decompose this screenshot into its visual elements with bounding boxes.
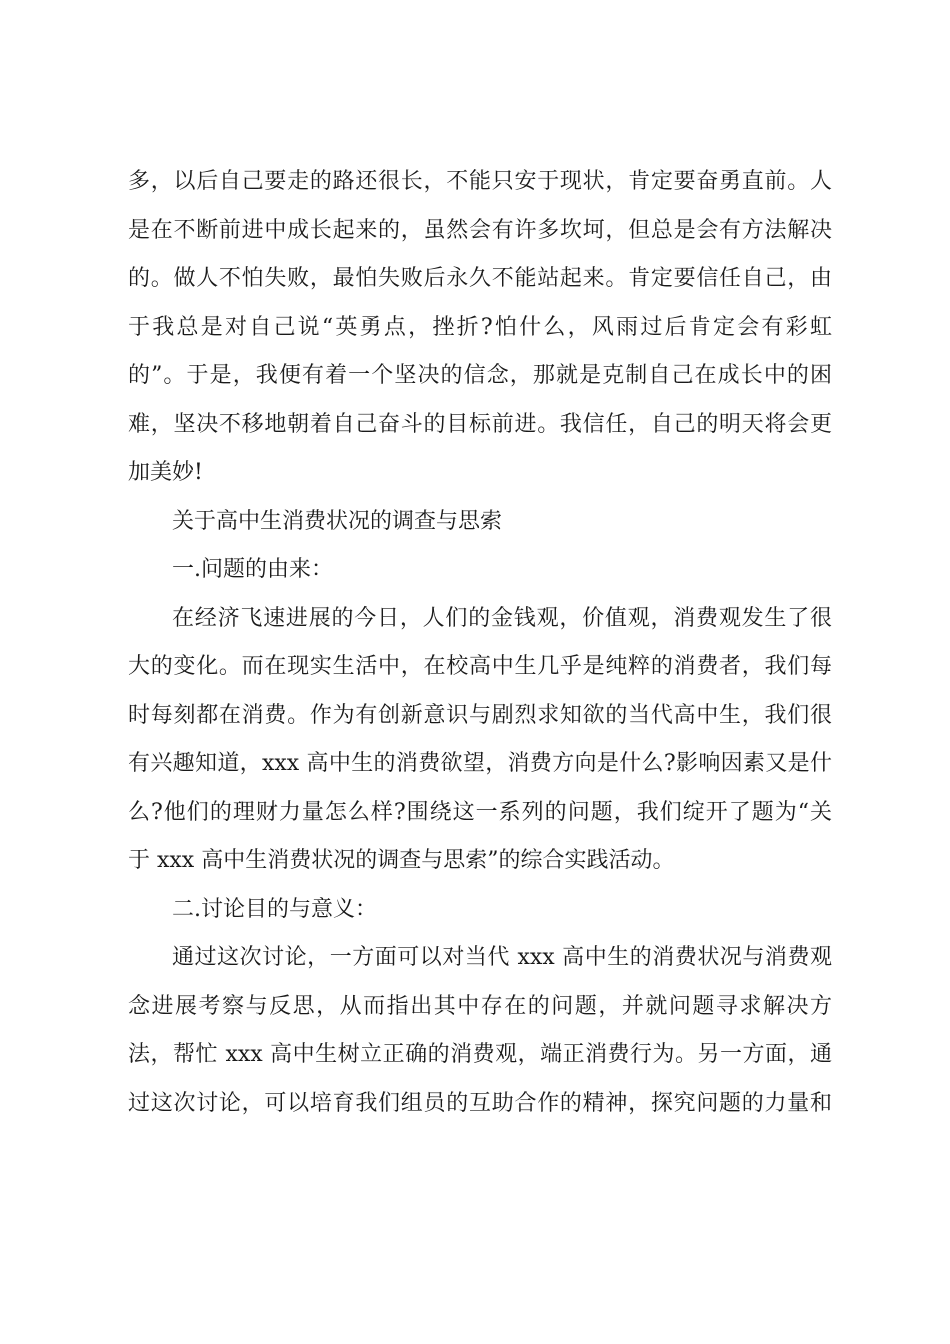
text-line: 念进展考察与反思，从而指出其中存在的问题，并就问题寻求解决方 xyxy=(128,993,832,1019)
text-line: 么?他们的理财力量怎么样?围绕这一系列的问题，我们绽开了题为“关 xyxy=(128,799,832,825)
text-line: 加美妙! xyxy=(128,460,203,485)
section-heading: 二.讨论目的与意义： xyxy=(172,896,377,922)
section-title: 关于高中生消费状况的调查与思索 xyxy=(172,508,503,534)
text-line: 于 xxx 高中生消费状况的调查与思索”的综合实践活动。 xyxy=(128,848,675,873)
text-line: 的”。于是，我便有着一个坚决的信念，那就是克制自己在成长中的困 xyxy=(128,363,832,388)
text-line: 法，帮忙 xxx 高中生树立正确的消费观，端正消费行为。另一方面，通 xyxy=(128,1042,832,1067)
text-line: 于我总是对自己说“英勇点，挫折?怕什么，风雨过后肯定会有彩虹 xyxy=(128,314,832,340)
document-page xyxy=(128,158,832,1128)
text-line: 的。做人不怕失败，最怕失败后永久不能站起来。肯定要信任自己，由 xyxy=(128,266,832,291)
text-line: 是在不断前进中成长起来的，虽然会有许多坎坷，但总是会有方法解决 xyxy=(128,217,832,243)
text-line: 大的变化。而在现实生活中，在校高中生几乎是纯粹的消费者，我们每 xyxy=(128,654,832,679)
text-line: 在经济飞速进展的今日，人们的金钱观，价值观，消费观发生了很 xyxy=(172,605,832,631)
text-line: 过这次讨论，可以培育我们组员的互助合作的精神，探究问题的力量和 xyxy=(128,1090,832,1116)
section-heading: 一.问题的由来： xyxy=(172,557,333,582)
text-line: 通过这次讨论，一方面可以对当代 xxx 高中生的消费状况与消费观 xyxy=(172,945,832,970)
text-line: 难，坚决不移地朝着自己奋斗的目标前进。我信任，自己的明天将会更 xyxy=(128,411,832,437)
text-line: 有兴趣知道，xxx 高中生的消费欲望，消费方向是什么?影响因素又是什 xyxy=(128,751,832,776)
text-line: 时每刻都在消费。作为有创新意识与剧烈求知欲的当代高中生，我们很 xyxy=(128,702,832,728)
text-line: 多，以后自己要走的路还很长，不能只安于现状，肯定要奋勇直前。人 xyxy=(128,169,832,194)
